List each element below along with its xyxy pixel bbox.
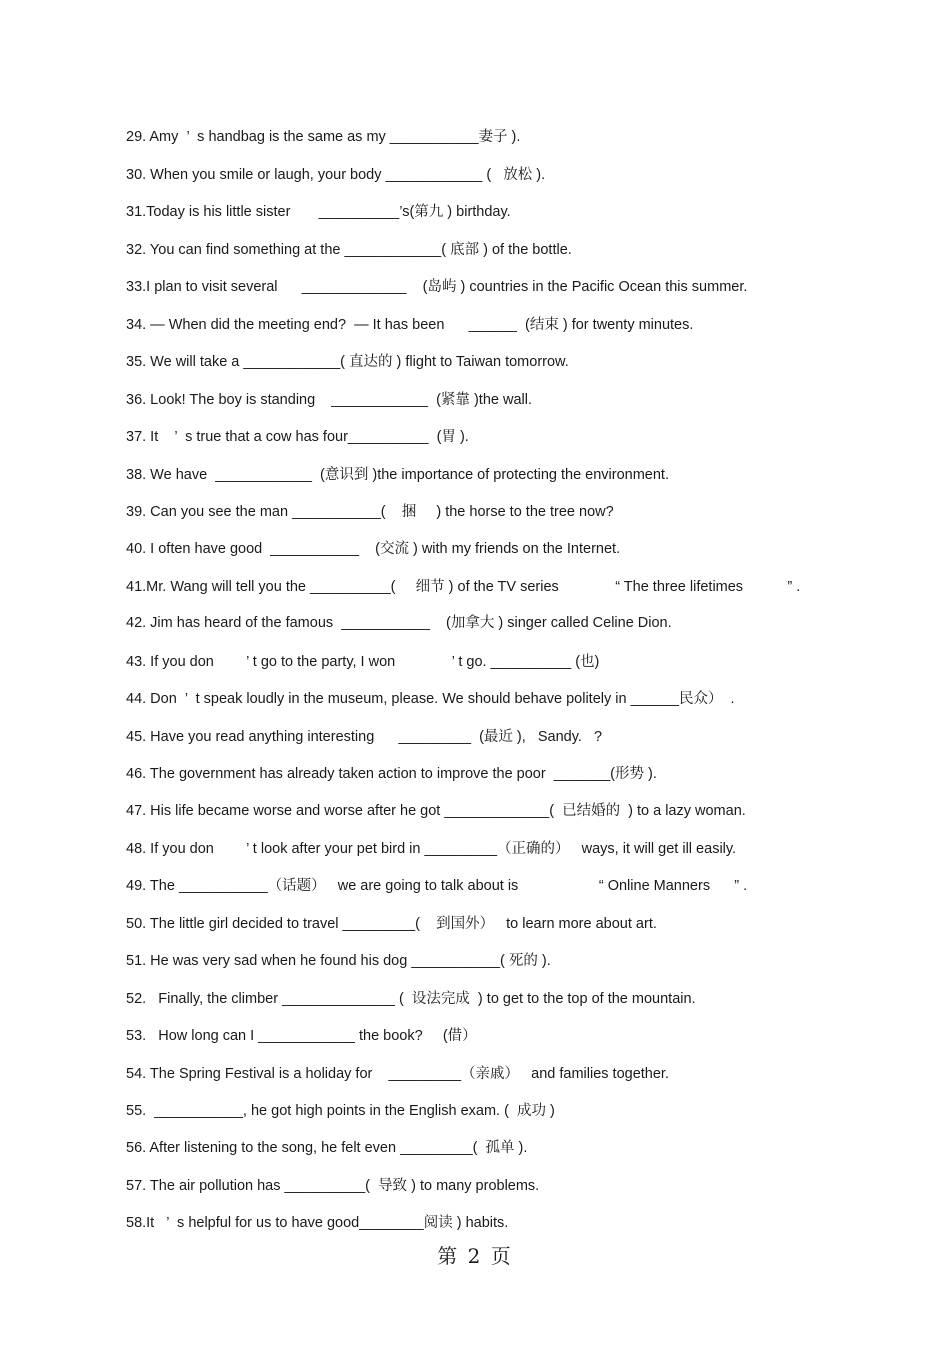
question-31: 31.Today is his little sister __________’s(第九 ) birthday.: [126, 204, 511, 220]
question-39: 39. Can you see the man ___________( 捆 ) the horse to the tree now?: [126, 504, 614, 520]
question-36: 36. Look! The boy is standing ____________ (紧靠 )the wall.: [126, 392, 532, 408]
question-48: 48. If you don ’ t look after your pet bird in _________（正确的） ways, it will get ill easily.: [126, 841, 737, 857]
question-52: 52. Finally, the climber ______________ ( 设法完成 ) to get to the top of the mountain.: [126, 991, 696, 1007]
question-34: 34. — When did the meeting end? — It has been ______ (结束 ) for twenty minutes.: [126, 317, 694, 333]
question-47: 47. His life became worse and worse after he got _____________( 已结婚的 ) to a lazy woman.: [126, 803, 746, 819]
question-57: 57. The air pollution has __________( 导致 ) to many problems.: [126, 1178, 540, 1194]
question-50: 50. The little girl decided to travel _________( 到国外） to learn more about art.: [126, 916, 657, 932]
question-30: 30. When you smile or laugh, your body ____________ ( 放松 ).: [126, 167, 546, 183]
question-43: 43. If you don ’ t go to the party, I won ’ t go. __________ (也): [126, 654, 600, 670]
question-32: 32. You can find something at the ____________( 底部 ) of the bottle.: [126, 242, 572, 258]
question-42: 42. Jim has heard of the famous ___________ (加拿大 ) singer called Celine Dion.: [126, 615, 672, 631]
question-54: 54. The Spring Festival is a holiday for _________（亲戚） and families together.: [126, 1066, 669, 1082]
question-46: 46. The government has already taken action to improve the poor _______(形势 ).: [126, 766, 657, 782]
question-33: 33.I plan to visit several _____________ (岛屿 ) countries in the Pacific Ocean this summer.: [126, 279, 748, 295]
question-40: 40. I often have good ___________ (交流 ) with my friends on the Internet.: [126, 541, 621, 557]
question-56: 56. After listening to the song, he felt even _________( 孤单 ).: [126, 1140, 528, 1156]
question-38: 38. We have ____________ (意识到 )the importance of protecting the environment.: [126, 467, 669, 483]
question-51: 51. He was very sad when he found his dog ___________( 死的 ).: [126, 953, 551, 969]
question-58: 58.It ’ s helpful for us to have good________阅读 ) habits.: [126, 1215, 509, 1231]
question-53: 53. How long can I ____________ the book? (借）: [126, 1028, 477, 1044]
question-41: 41.Mr. Wang will tell you the __________( 细节 ) of the TV series “ The three lifetimes ” .: [126, 579, 801, 595]
question-35: 35. We will take a ____________( 直达的 ) flight to Taiwan tomorrow.: [126, 354, 569, 370]
question-55: 55. ___________, he got high points in the English exam. ( 成功 ): [126, 1103, 555, 1119]
question-29: 29. Amy ’ s handbag is the same as my ___________妻子 ).: [126, 129, 521, 145]
question-44: 44. Don ’ t speak loudly in the museum, please. We should behave politely in ______民众） .: [126, 691, 735, 707]
question-45: 45. Have you read anything interesting _________ (最近 ), Sandy. ?: [126, 729, 603, 745]
question-37: 37. It ’ s true that a cow has four__________ (胃 ).: [126, 429, 469, 445]
page-number: 第 2 页: [437, 1244, 513, 1268]
question-49: 49. The ___________（话题） we are going to talk about is “ Online Manners ” .: [126, 878, 748, 894]
